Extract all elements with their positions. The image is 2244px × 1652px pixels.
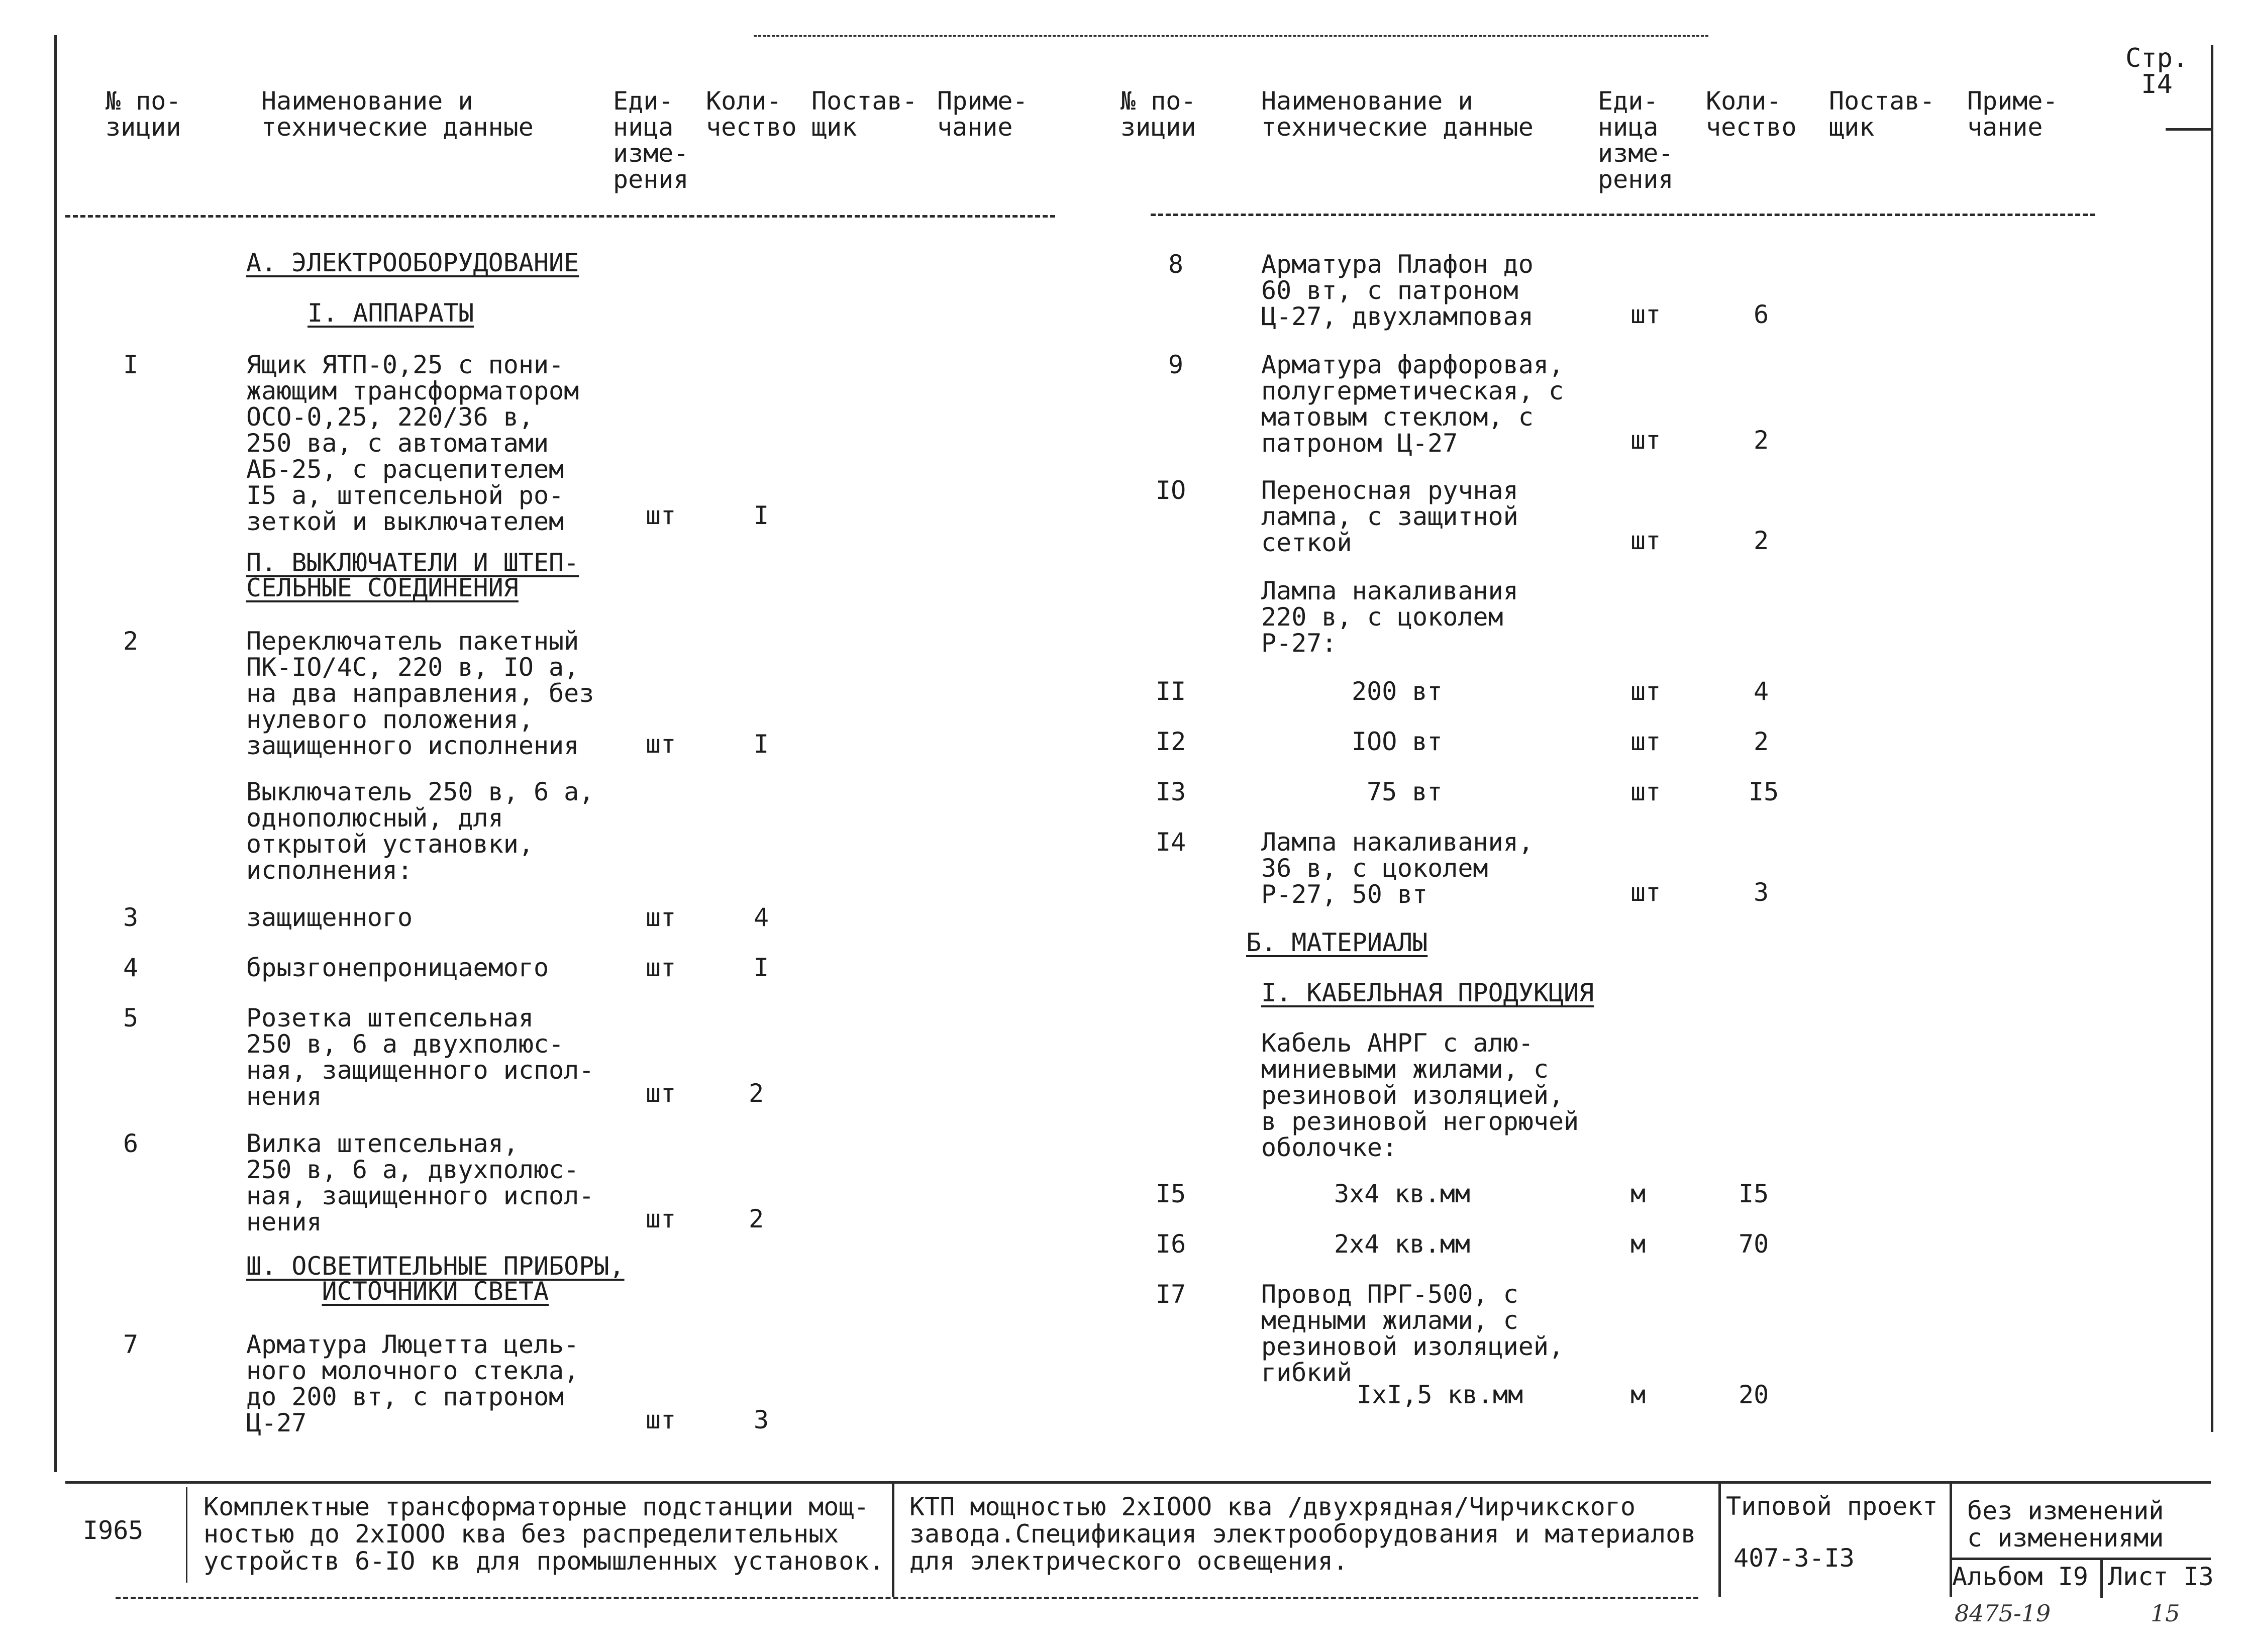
item-10-name: Переносная ручная лампа, с защитной сеткой bbox=[1261, 476, 1518, 557]
item-3-unit: шт bbox=[646, 903, 676, 932]
header-separator-left bbox=[65, 215, 1055, 218]
footer-changes-status: без изменений с изменениями bbox=[1967, 1496, 2164, 1553]
item-12-unit: шт bbox=[1630, 727, 1661, 756]
footer-year: I965 bbox=[83, 1516, 144, 1545]
item-17-position: I7 bbox=[1156, 1280, 1186, 1309]
section-electrical-equipment: А. ЭЛЕКТРООБОРУДОВАНИЕ bbox=[246, 248, 579, 277]
footer-divider-1 bbox=[186, 1487, 187, 1583]
page-label-underline bbox=[2166, 128, 2211, 131]
footer-title: Комплектные трансформаторные подстанции мощ- ностью до 2хIOOO ква без распределительных устройств 6-IO кв для промышленных установок. bbox=[203, 1492, 884, 1576]
footer-project-label: Типовой проект bbox=[1726, 1492, 1938, 1521]
item-6-position: 6 bbox=[123, 1129, 139, 1158]
item-17-unit: м bbox=[1630, 1380, 1646, 1409]
item-9-name: Арматура фарфоровая, полугерметическая, с матовым стеклом, с патроном Ц-27 bbox=[1261, 350, 1564, 458]
handwritten-archive-number: 8475-19 bbox=[1955, 1600, 2051, 1627]
item-6-unit: шт bbox=[646, 1204, 676, 1233]
item-10-unit: шт bbox=[1630, 526, 1661, 555]
footer-divider-3 bbox=[1718, 1481, 1721, 1597]
item-4-position: 4 bbox=[123, 953, 139, 982]
item-2-quantity: I bbox=[754, 730, 769, 759]
item-3-quantity: 4 bbox=[754, 903, 769, 932]
item-14-position: I4 bbox=[1156, 828, 1186, 857]
footer-description: КТП мощностью 2хIOOO ква /двухрядная/Чирчикского завода.Спецификация электрооборудования и материалов для электрического освещения. bbox=[909, 1492, 1696, 1576]
item-14-name: Лампа накаливания, 36 в, с цоколем Р-27, 50 вт bbox=[1261, 828, 1534, 909]
item-1-name: Ящик ЯТП-0,25 с пони- жающим трансформатором ОСО-0,25, 220/36 в, 250 ва, с автоматами АБ-25, с расцепителем I5 а, штепсельной ро- зеткой и выключателем bbox=[246, 350, 579, 536]
header-position-left: № по- зиции bbox=[106, 86, 181, 142]
item-8-name: Арматура Плафон до 60 вт, с патроном Ц-27, двухламповая bbox=[1261, 250, 1534, 331]
item-16-position: I6 bbox=[1156, 1229, 1186, 1259]
item-15-quantity: I5 bbox=[1739, 1179, 1769, 1208]
section-materials: Б. МАТЕРИАЛЫ bbox=[1246, 928, 1428, 957]
item-6-name: Вилка штепсельная, 250 в, 6 а, двухполюс- ная, защищенного испол- нения bbox=[246, 1129, 594, 1236]
footer-project-underline bbox=[1950, 1558, 2211, 1560]
item-11-position: II bbox=[1156, 677, 1186, 706]
header-position-right: № по- зиции bbox=[1120, 86, 1196, 142]
section-apparatus: I. АППАРАТЫ bbox=[308, 298, 474, 328]
item-4-name: брызгонепроницаемого bbox=[246, 953, 549, 982]
item-16-unit: м bbox=[1630, 1229, 1646, 1259]
item-14-unit: шт bbox=[1630, 878, 1661, 907]
item-2-unit: шт bbox=[646, 730, 676, 759]
item-5-unit: шт bbox=[646, 1079, 676, 1108]
item-13-position: I3 bbox=[1156, 777, 1186, 806]
item-10-quantity: 2 bbox=[1754, 526, 1769, 555]
item-4-quantity: I bbox=[754, 953, 769, 982]
item-16-quantity: 70 bbox=[1739, 1229, 1769, 1259]
item-4-unit: шт bbox=[646, 953, 676, 982]
cable-group-description: Кабель АНРГ с алю- миниевыми жилами, с резиновой изоляцией, в резиновой негорючей оболочке: bbox=[1261, 1028, 1579, 1162]
item-14-quantity: 3 bbox=[1754, 878, 1769, 907]
header-name-right: Наименование и технические данные bbox=[1261, 86, 1534, 142]
item-10-position: IO bbox=[1156, 476, 1186, 505]
handwritten-page-number: 15 bbox=[2151, 1600, 2180, 1627]
top-dashed-line bbox=[754, 35, 1708, 37]
item-12-quantity: 2 bbox=[1754, 727, 1769, 756]
footer-bottom-line bbox=[116, 1597, 1698, 1599]
item-2-position: 2 bbox=[123, 627, 139, 656]
item-9-quantity: 2 bbox=[1754, 426, 1769, 455]
lamp-group-description: Лампа накаливания 220 в, с цоколем Р-27: bbox=[1261, 576, 1518, 658]
item-16-name: 2х4 кв.мм bbox=[1334, 1229, 1470, 1259]
section-cable-products: I. КАБЕЛЬНАЯ ПРОДУКЦИЯ bbox=[1261, 978, 1594, 1007]
header-separator-right bbox=[1151, 214, 2095, 216]
item-7-quantity: 3 bbox=[754, 1405, 769, 1434]
header-supplier-right: Постав- щик bbox=[1829, 86, 1935, 142]
item-5-quantity: 2 bbox=[749, 1079, 764, 1108]
item-11-unit: шт bbox=[1630, 677, 1661, 706]
item-17-size: IхI,5 кв.мм bbox=[1357, 1380, 1523, 1409]
header-quantity-left: Коли- чество bbox=[706, 86, 797, 142]
item-17-quantity: 20 bbox=[1739, 1380, 1769, 1409]
item-9-position: 9 bbox=[1168, 350, 1184, 379]
footer-project-number: 407-3-I3 bbox=[1733, 1543, 1855, 1573]
item-13-quantity: I5 bbox=[1749, 777, 1779, 806]
item-12-position: I2 bbox=[1156, 727, 1186, 756]
header-supplier-left: Постав- щик bbox=[811, 86, 917, 142]
item-13-name: 75 вт bbox=[1367, 777, 1443, 806]
item-11-quantity: 4 bbox=[1754, 677, 1769, 706]
section-lighting-devices: Ш. ОСВЕТИТЕЛЬНЫЕ ПРИБОРЫ, ИСТОЧНИКИ СВЕТА bbox=[246, 1252, 625, 1306]
section-switches-sockets: П. ВЫКЛЮЧАТЕЛИ И ШТЕП- СЕЛЬНЫЕ СОЕДИНЕНИЯ bbox=[246, 548, 579, 602]
item-8-unit: шт bbox=[1630, 300, 1661, 329]
item-9-unit: шт bbox=[1630, 426, 1661, 455]
item-15-unit: м bbox=[1630, 1179, 1646, 1208]
item-7-position: 7 bbox=[123, 1330, 139, 1359]
item-6-quantity: 2 bbox=[749, 1204, 764, 1233]
item-3-name: защищенного bbox=[246, 903, 413, 932]
footer-divider-2 bbox=[892, 1481, 894, 1597]
item-8-position: 8 bbox=[1168, 250, 1184, 279]
header-unit-right: Еди- ница изме- рения bbox=[1598, 86, 1674, 194]
item-13-unit: шт bbox=[1630, 777, 1661, 806]
item-5-position: 5 bbox=[123, 1003, 139, 1032]
item-17-name: Провод ПРГ-500, с медными жилами, с резиновой изоляцией, гибкий bbox=[1261, 1280, 1564, 1387]
item-7-unit: шт bbox=[646, 1405, 676, 1434]
page-number-label: Стр. I4 bbox=[2125, 43, 2189, 99]
left-border-line bbox=[54, 35, 57, 1472]
header-quantity-right: Коли- чество bbox=[1706, 86, 1797, 142]
item-1-quantity: I bbox=[754, 501, 769, 530]
item-2-name: Переключатель пакетный ПК-IO/4С, 220 в, IO а, на два направления, без нулевого положения, защищенного исполнения bbox=[246, 627, 594, 760]
switch-group-description: Выключатель 250 в, 6 а, однополюсный, для открытой установки, исполнения: bbox=[246, 777, 594, 885]
footer-sheet: Лист I3 bbox=[2108, 1562, 2214, 1591]
header-note-right: Приме- чание bbox=[1967, 86, 2058, 142]
item-12-name: IOO вт bbox=[1352, 727, 1443, 756]
footer-album-divider bbox=[2100, 1558, 2103, 1598]
item-11-name: 200 вт bbox=[1352, 677, 1443, 706]
header-note-left: Приме- чание bbox=[937, 86, 1028, 142]
item-15-name: 3х4 кв.мм bbox=[1334, 1179, 1470, 1208]
item-15-position: I5 bbox=[1156, 1179, 1186, 1208]
header-unit-left: Еди- ница изме- рения bbox=[613, 86, 689, 194]
footer-top-line bbox=[65, 1481, 2211, 1484]
item-8-quantity: 6 bbox=[1754, 300, 1769, 329]
right-border-line bbox=[2211, 45, 2213, 1432]
item-7-name: Арматура Люцетта цель- ного молочного стекла, до 200 вт, с патроном Ц-27 bbox=[246, 1330, 579, 1437]
item-5-name: Розетка штепсельная 250 в, 6 а двухполюс- ная, защищенного испол- нения bbox=[246, 1003, 594, 1111]
footer-album: Альбом I9 bbox=[1952, 1562, 2088, 1591]
item-1-position: I bbox=[123, 350, 139, 379]
header-name-left: Наименование и технические данные bbox=[261, 86, 534, 142]
item-1-unit: шт bbox=[646, 501, 676, 530]
item-3-position: 3 bbox=[123, 903, 139, 932]
